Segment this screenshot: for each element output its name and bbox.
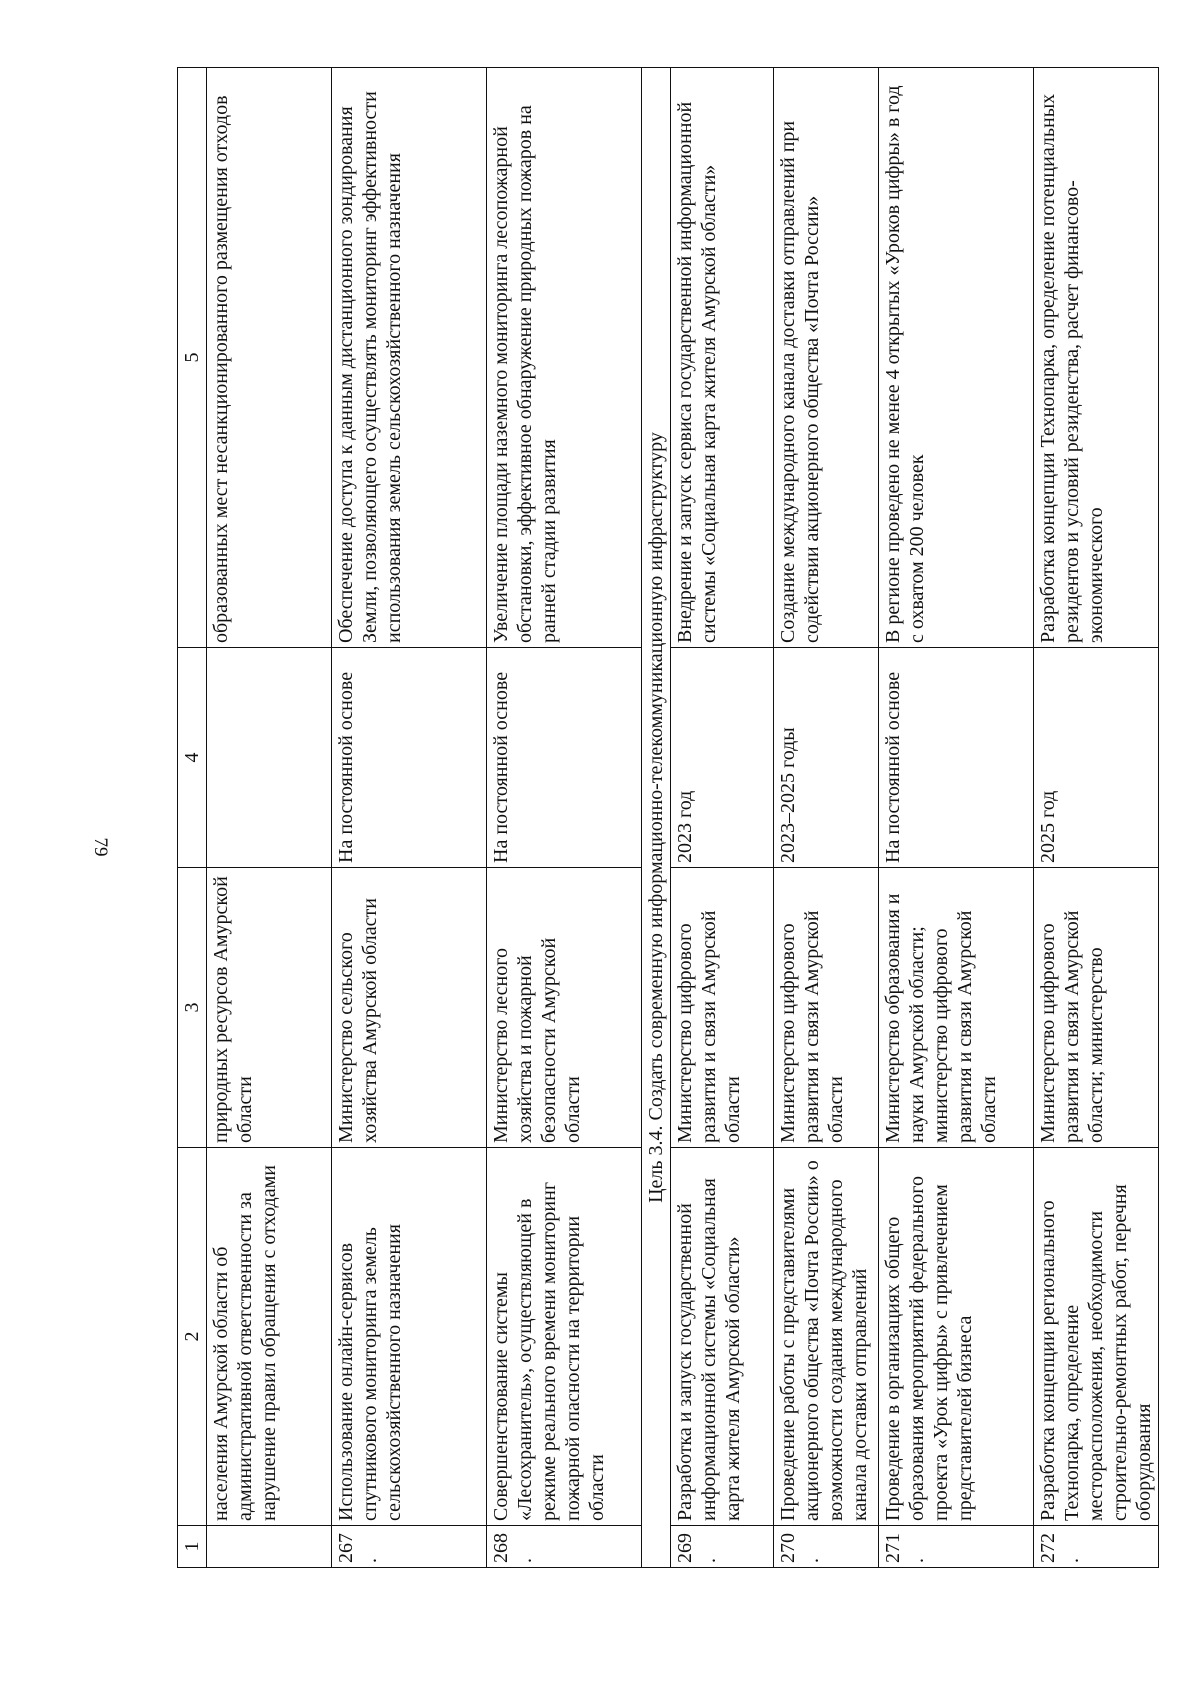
measure-cell: населения Амурской области об административной ответственности за нарушение правил обращения с отходами — [207, 1148, 332, 1526]
result-cell: Увеличение площади наземного мониторинга лесопожарной обстановки, эффективное обнаружение природных пожаров на ранней стадии развития — [487, 68, 642, 648]
deadline-cell: 2023–2025 годы — [774, 648, 879, 868]
measure-cell: Совершенствование системы «Лесохранитель», осуществляющей в режиме реального времени мониторинг пожарной опасности на территории области — [487, 1148, 642, 1526]
measures-table — [177, 67, 1159, 1568]
row-number — [207, 1526, 332, 1568]
table-row — [879, 68, 1034, 1568]
table-row — [774, 68, 879, 1568]
measure-cell: Использование онлайн-сервисов спутникового мониторинга земель сельскохозяйственного назначения — [332, 1148, 487, 1526]
executor-cell: Министерство цифрового развития и связи Амурской области; министерство — [1034, 868, 1159, 1148]
table-row-continued — [207, 68, 332, 1568]
page-number: 79 — [90, 837, 111, 857]
row-number: 271. — [879, 1526, 1034, 1568]
executor-cell: Министерство цифрового развития и связи Амурской области — [774, 868, 879, 1148]
deadline-cell: На постоянной основе — [879, 648, 1034, 868]
measure-cell: Разработка и запуск государственной информационной системы «Социальная карта жителя Амурской области» — [671, 1148, 774, 1526]
result-cell: образованных мест несанкционированного размещения отходов — [207, 68, 332, 648]
table-row — [332, 68, 487, 1568]
header-col-5: 5 — [178, 68, 207, 648]
deadline-cell: На постоянной основе — [487, 648, 642, 868]
rotated-page-content — [177, 85, 1200, 1568]
table-row — [671, 68, 774, 1568]
measure-cell: Проведение в организациях общего образования мероприятий федерального проекта «Урок цифры» с привлечением представителей бизнеса — [879, 1148, 1034, 1526]
executor-cell: Министерство образования и науки Амурской области; министерство цифрового развития и связи Амурской области — [879, 868, 1034, 1148]
measure-cell: Разработка концепции регионального Технопарка, определение месторасположения, необходимости строительно-ремонтных работ, перечня оборудования — [1034, 1148, 1159, 1526]
deadline-cell: 2023 год — [671, 648, 774, 868]
executor-cell: Министерство лесного хозяйства и пожарной безопасности Амурской области — [487, 868, 642, 1148]
executor-cell: Министерство цифрового развития и связи Амурской области — [671, 868, 774, 1148]
executor-cell: природных ресурсов Амурской области — [207, 868, 332, 1148]
deadline-cell: На постоянной основе — [332, 648, 487, 868]
header-col-4: 4 — [178, 648, 207, 868]
section-row — [642, 68, 671, 1568]
header-col-3: 3 — [178, 868, 207, 1148]
table-row — [1034, 68, 1159, 1568]
result-cell: Разработка концепции Технопарка, определение потенциальных резидентов и условий резиденства, расчет финансово-экономического — [1034, 68, 1159, 648]
row-number: 267. — [332, 1526, 487, 1568]
result-cell: Обеспечение доступа к данным дистанционного зондирования Земли, позволяющего осуществлять мониторинг эффективности использования земель сельскохозяйственного назначения — [332, 68, 487, 648]
row-number: 270. — [774, 1526, 879, 1568]
result-cell: В регионе проведено не менее 4 открытых «Уроков цифры» в год с охватом 200 человек — [879, 68, 1034, 648]
row-number: 272. — [1034, 1526, 1159, 1568]
row-number: 268. — [487, 1526, 642, 1568]
header-row — [178, 68, 207, 1568]
result-cell: Внедрение и запуск сервиса государственной информационной системы «Социальная карта жителя Амурской области» — [671, 68, 774, 648]
result-cell: Создание международного канала доставки отправлений при содействии акционерного общества «Почта России» — [774, 68, 879, 648]
row-number: 269. — [671, 1526, 774, 1568]
header-col-2: 2 — [178, 1148, 207, 1526]
deadline-cell: 2025 год — [1034, 648, 1159, 868]
deadline-cell — [207, 648, 332, 868]
section-title: Цель 3.4. Создать современную информационно-телекоммуникационную инфраструктуру — [642, 68, 671, 1568]
executor-cell: Министерство сельского хозяйства Амурской области — [332, 868, 487, 1148]
table-row — [487, 68, 642, 1568]
header-col-1: 1 — [178, 1526, 207, 1568]
measure-cell: Проведение работы с представителями акционерного общества «Почта России» о возможности создания международного канала доставки отправлений — [774, 1148, 879, 1526]
